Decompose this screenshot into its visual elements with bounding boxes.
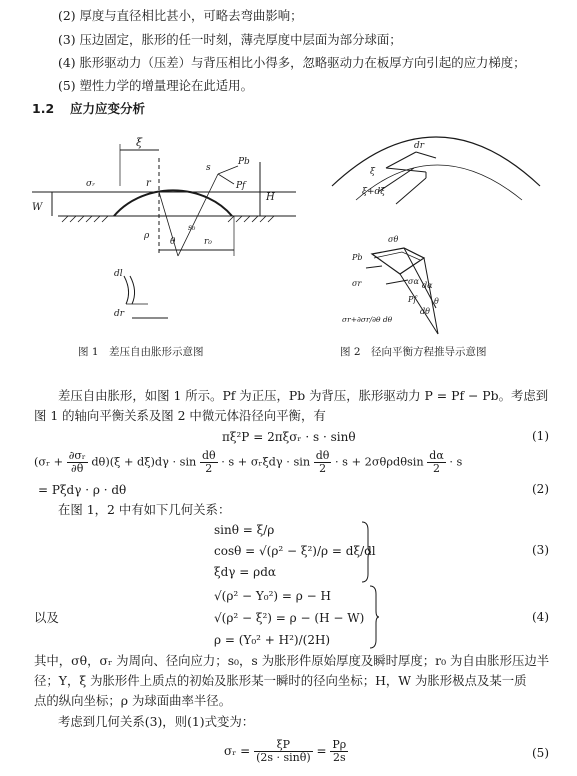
section-title: 应力应变分析 — [70, 101, 146, 116]
fig2-label-dalpha: dα — [422, 281, 433, 290]
eq5-lhs: σᵣ = — [224, 744, 251, 758]
fig1-label-theta: θ — [170, 237, 176, 247]
fig1-label-s: s — [206, 163, 211, 173]
eq2-part-a: (σᵣ + — [34, 455, 64, 469]
equation-5-number: (5) — [532, 746, 549, 760]
para3-line3: 点的纵向坐标；ρ 为球面曲率半径。 — [34, 693, 232, 708]
fig2-label-bottom: σr+∂σr/∂θ dθ — [342, 315, 393, 324]
eq2-frac-dalpha: $\frac{d\alpha}{2}$ — [429, 449, 444, 475]
equation-2-line1 — [34, 450, 462, 475]
assumption-2: (2) 厚度与直径相比甚小，可略去弯曲影响； — [58, 8, 303, 23]
figure-2-caption: 图 2 径向平衡方程推导示意图 — [340, 346, 487, 358]
figure-2 — [326, 108, 556, 348]
eq5-frac-2: $\frac{P\rho}{2s}$ — [332, 738, 347, 764]
fig2-label-sigma-theta: σθ — [388, 235, 399, 244]
eq2-frac-dtheta-2: $\frac{d\theta}{2}$ — [315, 449, 330, 475]
fig1-label-pf: Pf — [236, 181, 246, 191]
eq2-frac-dtheta-1: $\frac{d\theta}{2}$ — [201, 449, 216, 475]
equation-4-line2: √(ρ² − ξ²) = ρ − (H − W) — [214, 611, 365, 625]
fig2-upper-arc — [332, 137, 540, 186]
assumption-4: (4) 胀形驱动力（压差）与背压相比小得多，忽略驱动力在板厚方向引起的应力梯度； — [58, 55, 526, 70]
eq5-frac-1: $\frac{\xi P}{(2s \cdot \sin\theta)}$ — [256, 738, 311, 764]
equation-4-line3: ρ = (Y₀² + H²)/(2H) — [214, 633, 331, 647]
equation-5 — [224, 738, 348, 764]
figure-1 — [28, 126, 300, 350]
para3-line2: 径；Y，ξ 为胀形件上质点的初始及胀形某一瞬时的径向坐标；H，W 为胀形极点及某一质 — [34, 673, 527, 688]
fig2-label-xidxi: ξ+dξ — [362, 187, 386, 197]
fig2-label-dtheta: dθ — [420, 307, 430, 316]
para3-line1: 其中，σθ，σᵣ 为周向、径向应力；s₀，s 为胀形件原始厚度及瞬时厚度；r₀ 为自由胀形压边半 — [34, 653, 550, 668]
fig1-label-pb: Pb — [238, 157, 250, 167]
fig1-label-rho: ρ — [144, 231, 150, 241]
figure-1-caption: 图 1 差压自由胀形示意图 — [78, 346, 204, 358]
equation-1: πξ²P = 2πξσᵣ · s · sinθ — [222, 430, 356, 444]
eq2-frac-dsigma: $\frac{\text{∂σᵣ}}{\partial\theta}$ — [68, 449, 86, 475]
fig2-label-pb: Pb — [352, 253, 363, 262]
section-number: 1.2 — [32, 101, 55, 116]
para2: 在图 1，2 中有如下几何关系： — [58, 502, 231, 517]
figure-1-drawing — [28, 126, 300, 346]
fig2-label-theta: θ — [434, 297, 439, 306]
fig1-dome-arc — [114, 190, 232, 216]
eq2-part-d: · s + 2σθρdθsin — [335, 455, 424, 469]
fig1-label-h: H — [266, 192, 275, 203]
assumption-5: (5) 塑性力学的增量理论在此适用。 — [58, 78, 253, 93]
equation-3-brace — [360, 520, 372, 584]
fig2-label-sigma-r: σr — [352, 279, 362, 288]
para1-line2: 图 1 的轴向平衡关系及图 2 中微元体沿径向平衡，有 — [34, 408, 326, 423]
assumption-3: (3) 压边固定，胀形的任一时刻，薄壳厚度中层面为部分球面； — [58, 32, 402, 47]
fig2-label-pf: Pf — [408, 295, 417, 304]
equation-3-line1: sinθ = ξ/ρ — [214, 523, 275, 537]
equation-4-line1: √(ρ² − Y₀²) = ρ − H — [214, 589, 331, 603]
equation-3-line2: cosθ = √(ρ² − ξ²)/ρ = dξ/dl — [214, 544, 376, 558]
equation-3-line3: ξdγ = ρdα — [214, 565, 276, 579]
equation-4-number: (4) — [532, 610, 549, 624]
figure-2-drawing — [326, 108, 556, 344]
equation-1-number: (1) — [532, 429, 549, 443]
eq2-part-c: · s + σᵣξdγ · sin — [221, 455, 311, 469]
fig1-label-dl: dl — [114, 269, 123, 279]
eq5-equals: = — [316, 744, 327, 758]
fig1-label-r0: r₀ — [204, 237, 212, 247]
equation-4-brace — [368, 584, 380, 650]
fig1-label-w: W — [32, 202, 43, 213]
fig1-label-xi: ξ — [136, 136, 143, 149]
fig1-dl-arc — [124, 276, 129, 304]
para1-line1: 差压自由胀形，如图 1 所示。Pf 为正压，Pb 为背压，胀形驱动力 P = Pf − Pb。考虑到 — [58, 388, 549, 403]
fig2-label-dr: dr — [414, 141, 425, 151]
equation-2-number: (2) — [532, 482, 549, 496]
fig1-label-sigma-r: σᵣ — [86, 179, 96, 189]
fig1-label-s0: s₀ — [188, 223, 196, 232]
eq2-part-e: · s — [449, 455, 463, 469]
fig1-label-r: r — [146, 178, 151, 189]
equation-2-line2: = Pξdγ · ρ · dθ — [38, 483, 127, 497]
fig1-label-dr: dr — [114, 309, 125, 319]
equation-3-number: (3) — [532, 543, 549, 557]
eq2-part-b: dθ)(ξ + dξ)dγ · sin — [91, 455, 197, 469]
fig2-label-xi: ξ — [370, 167, 375, 177]
equation-4-lead: 以及 — [34, 610, 59, 625]
fig2-label-sigma-alpha: σα — [408, 277, 419, 286]
para4: 考虑到几何关系(3)，则(1)式变为： — [58, 714, 255, 729]
